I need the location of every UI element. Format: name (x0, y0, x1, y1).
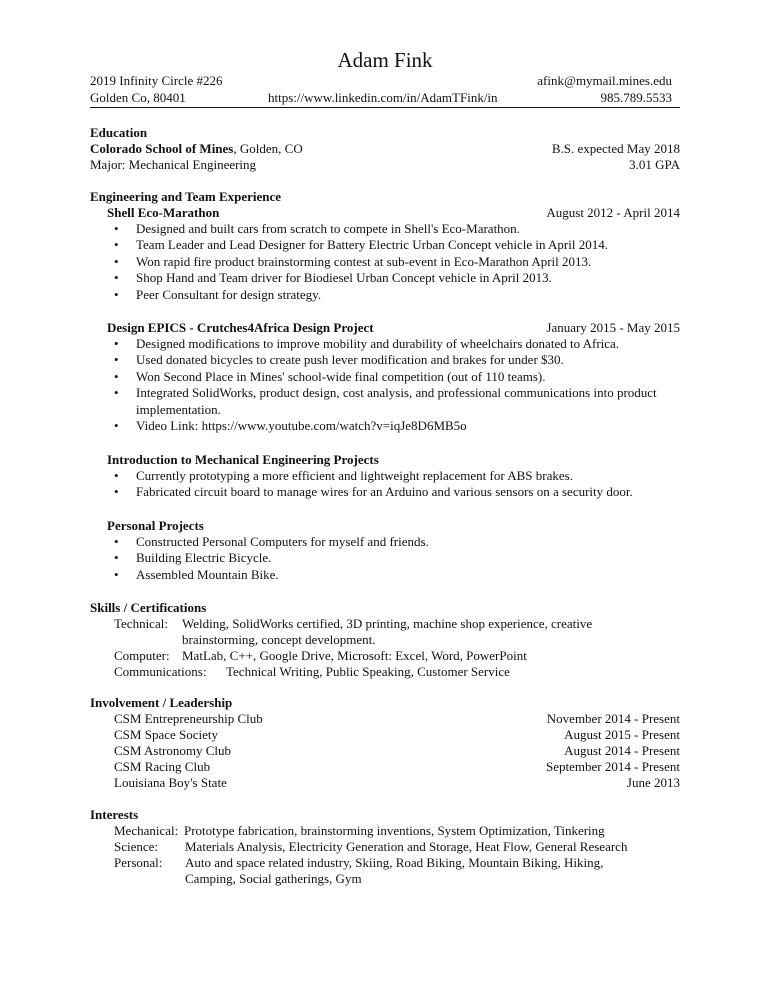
major: Major: Mechanical Engineering (90, 157, 257, 172)
involvement-item (114, 759, 680, 775)
interests-science-label: Science: (114, 839, 159, 854)
linkedin-link[interactable]: https://www.linkedin.com/in/AdamTFink/in (268, 90, 498, 105)
education-heading: Education (90, 125, 148, 140)
bullet-item: • Team Leader and Lead Designer for Battery Electric Urban Concept vehicle in April 2014. (90, 237, 680, 253)
school-name: Colorado School of Mines (90, 141, 234, 156)
involvement-name: CSM Entrepreneurship Club (114, 711, 263, 726)
experience-dates: January 2015 - May 2015 (546, 320, 680, 335)
involvement-dates: August 2015 - Present (564, 727, 680, 742)
education-school-row (90, 141, 680, 157)
involvement-dates: September 2014 - Present (546, 759, 680, 774)
header-divider (90, 107, 680, 108)
involvement-heading: Involvement / Leadership (90, 695, 233, 710)
education-major-row (90, 157, 680, 173)
experience-heading: Engineering and Team Experience (90, 189, 282, 204)
experience-bullets (90, 221, 680, 303)
email-link[interactable]: afink@mymail.mines.edu (537, 73, 672, 88)
bullet-item: • Used donated bicycles to create push lever modification and brakes for under $30. (90, 352, 680, 368)
involvement-dates: June 2013 (626, 775, 680, 790)
experience-title (107, 518, 680, 534)
skills-technical-label: Technical: (114, 616, 168, 631)
interests-mechanical-value: Prototype fabrication, brainstorming inventions, System Optimization, Tinkering (184, 823, 605, 838)
interests-personal-label: Personal: (114, 855, 163, 870)
skills-technical-value: brainstorming, concept development. (182, 632, 376, 647)
resume-name: Adam Fink (337, 48, 433, 72)
skills-technical-value: Welding, SolidWorks certified, 3D printing, machine shop experience, creative (182, 616, 593, 631)
bullet-item: • Constructed Personal Computers for myself and friends. (90, 534, 680, 550)
involvement-dates: August 2014 - Present (564, 743, 680, 758)
bullet-item: • Won rapid fire product brainstorming contest at sub-event in Eco-Marathon April 2013. (90, 254, 680, 270)
bullet-item: • Peer Consultant for design strategy. (90, 287, 680, 303)
bullet-item: • Video Link: https://www.youtube.com/watch?v=iqJe8D6MB5o (90, 418, 680, 434)
experience-title (107, 205, 680, 221)
skills-computer-label: Computer: (114, 648, 170, 663)
interests-science-value: Materials Analysis, Electricity Generation and Storage, Heat Flow, General Research (185, 839, 628, 854)
skills-heading: Skills / Certifications (90, 600, 207, 615)
address-line-2: Golden Co, 80401 (90, 90, 186, 105)
involvement-name: CSM Racing Club (114, 759, 211, 774)
experience-title (107, 320, 680, 336)
involvement-item (114, 727, 680, 743)
experience-bullets (90, 336, 680, 434)
involvement-dates: November 2014 - Present (546, 711, 680, 726)
bullet-item: • Designed and built cars from scratch to compete in Shell's Eco-Marathon. (90, 221, 680, 237)
involvement-item (114, 743, 680, 759)
involvement-item (114, 775, 680, 791)
phone-number: 985.789.5533 (600, 90, 672, 105)
experience-title-text: Design EPICS - Crutches4Africa Design Project (107, 320, 374, 335)
involvement-name: CSM Space Society (114, 727, 218, 742)
interests-heading: Interests (90, 807, 139, 822)
experience-title-text: Shell Eco-Marathon (107, 205, 220, 220)
interests-mechanical-label: Mechanical: (114, 823, 179, 838)
school-location: , Golden, CO (233, 141, 303, 156)
contact-row-2 (90, 90, 680, 106)
bullet-item: • Building Electric Bicycle. (90, 550, 680, 566)
resume-page (90, 0, 680, 994)
gpa: 3.01 GPA (629, 157, 680, 172)
degree: B.S. expected May 2018 (551, 141, 680, 156)
bullet-item: • Integrated SolidWorks, product design, cost analysis, and professional communications into product implementation. (90, 385, 680, 418)
experience-bullets (90, 534, 680, 583)
address-line-1: 2019 Infinity Circle #226 (90, 73, 223, 88)
bullet-item: • Shop Hand and Team driver for Biodiesel Urban Concept vehicle in April 2013. (90, 270, 680, 286)
interests-personal-value: Camping, Social gatherings, Gym (185, 871, 362, 886)
experience-dates: August 2012 - April 2014 (546, 205, 680, 220)
bullet-item: • Fabricated circuit board to manage wires for an Arduino and various sensors on a security door. (90, 484, 680, 500)
experience-bullets (90, 468, 680, 501)
involvement-name: Louisiana Boy's State (114, 775, 227, 790)
interests-personal-value: Auto and space related industry, Skiing, Road Biking, Mountain Biking, Hiking, (185, 855, 604, 870)
experience-title-text: Personal Projects (107, 518, 204, 533)
contact-row-1 (90, 73, 680, 89)
skills-communications-value: Technical Writing, Public Speaking, Customer Service (226, 664, 510, 679)
bullet-item: • Designed modifications to improve mobility and durability of wheelchairs donated to Africa. (90, 336, 680, 352)
experience-title (107, 452, 680, 468)
bullet-item: • Assembled Mountain Bike. (90, 567, 680, 583)
involvement-item (114, 711, 680, 727)
bullet-item: • Won Second Place in Mines' school-wide final competition (out of 110 teams). (90, 369, 680, 385)
experience-title-text: Introduction to Mechanical Engineering Projects (107, 452, 379, 467)
skills-computer-value: MatLab, C++, Google Drive, Microsoft: Excel, Word, PowerPoint (182, 648, 527, 663)
involvement-name: CSM Astronomy Club (114, 743, 232, 758)
skills-communications-label: Communications: (114, 664, 207, 679)
bullet-item: • Currently prototyping a more efficient and lightweight replacement for ABS brakes. (90, 468, 680, 484)
